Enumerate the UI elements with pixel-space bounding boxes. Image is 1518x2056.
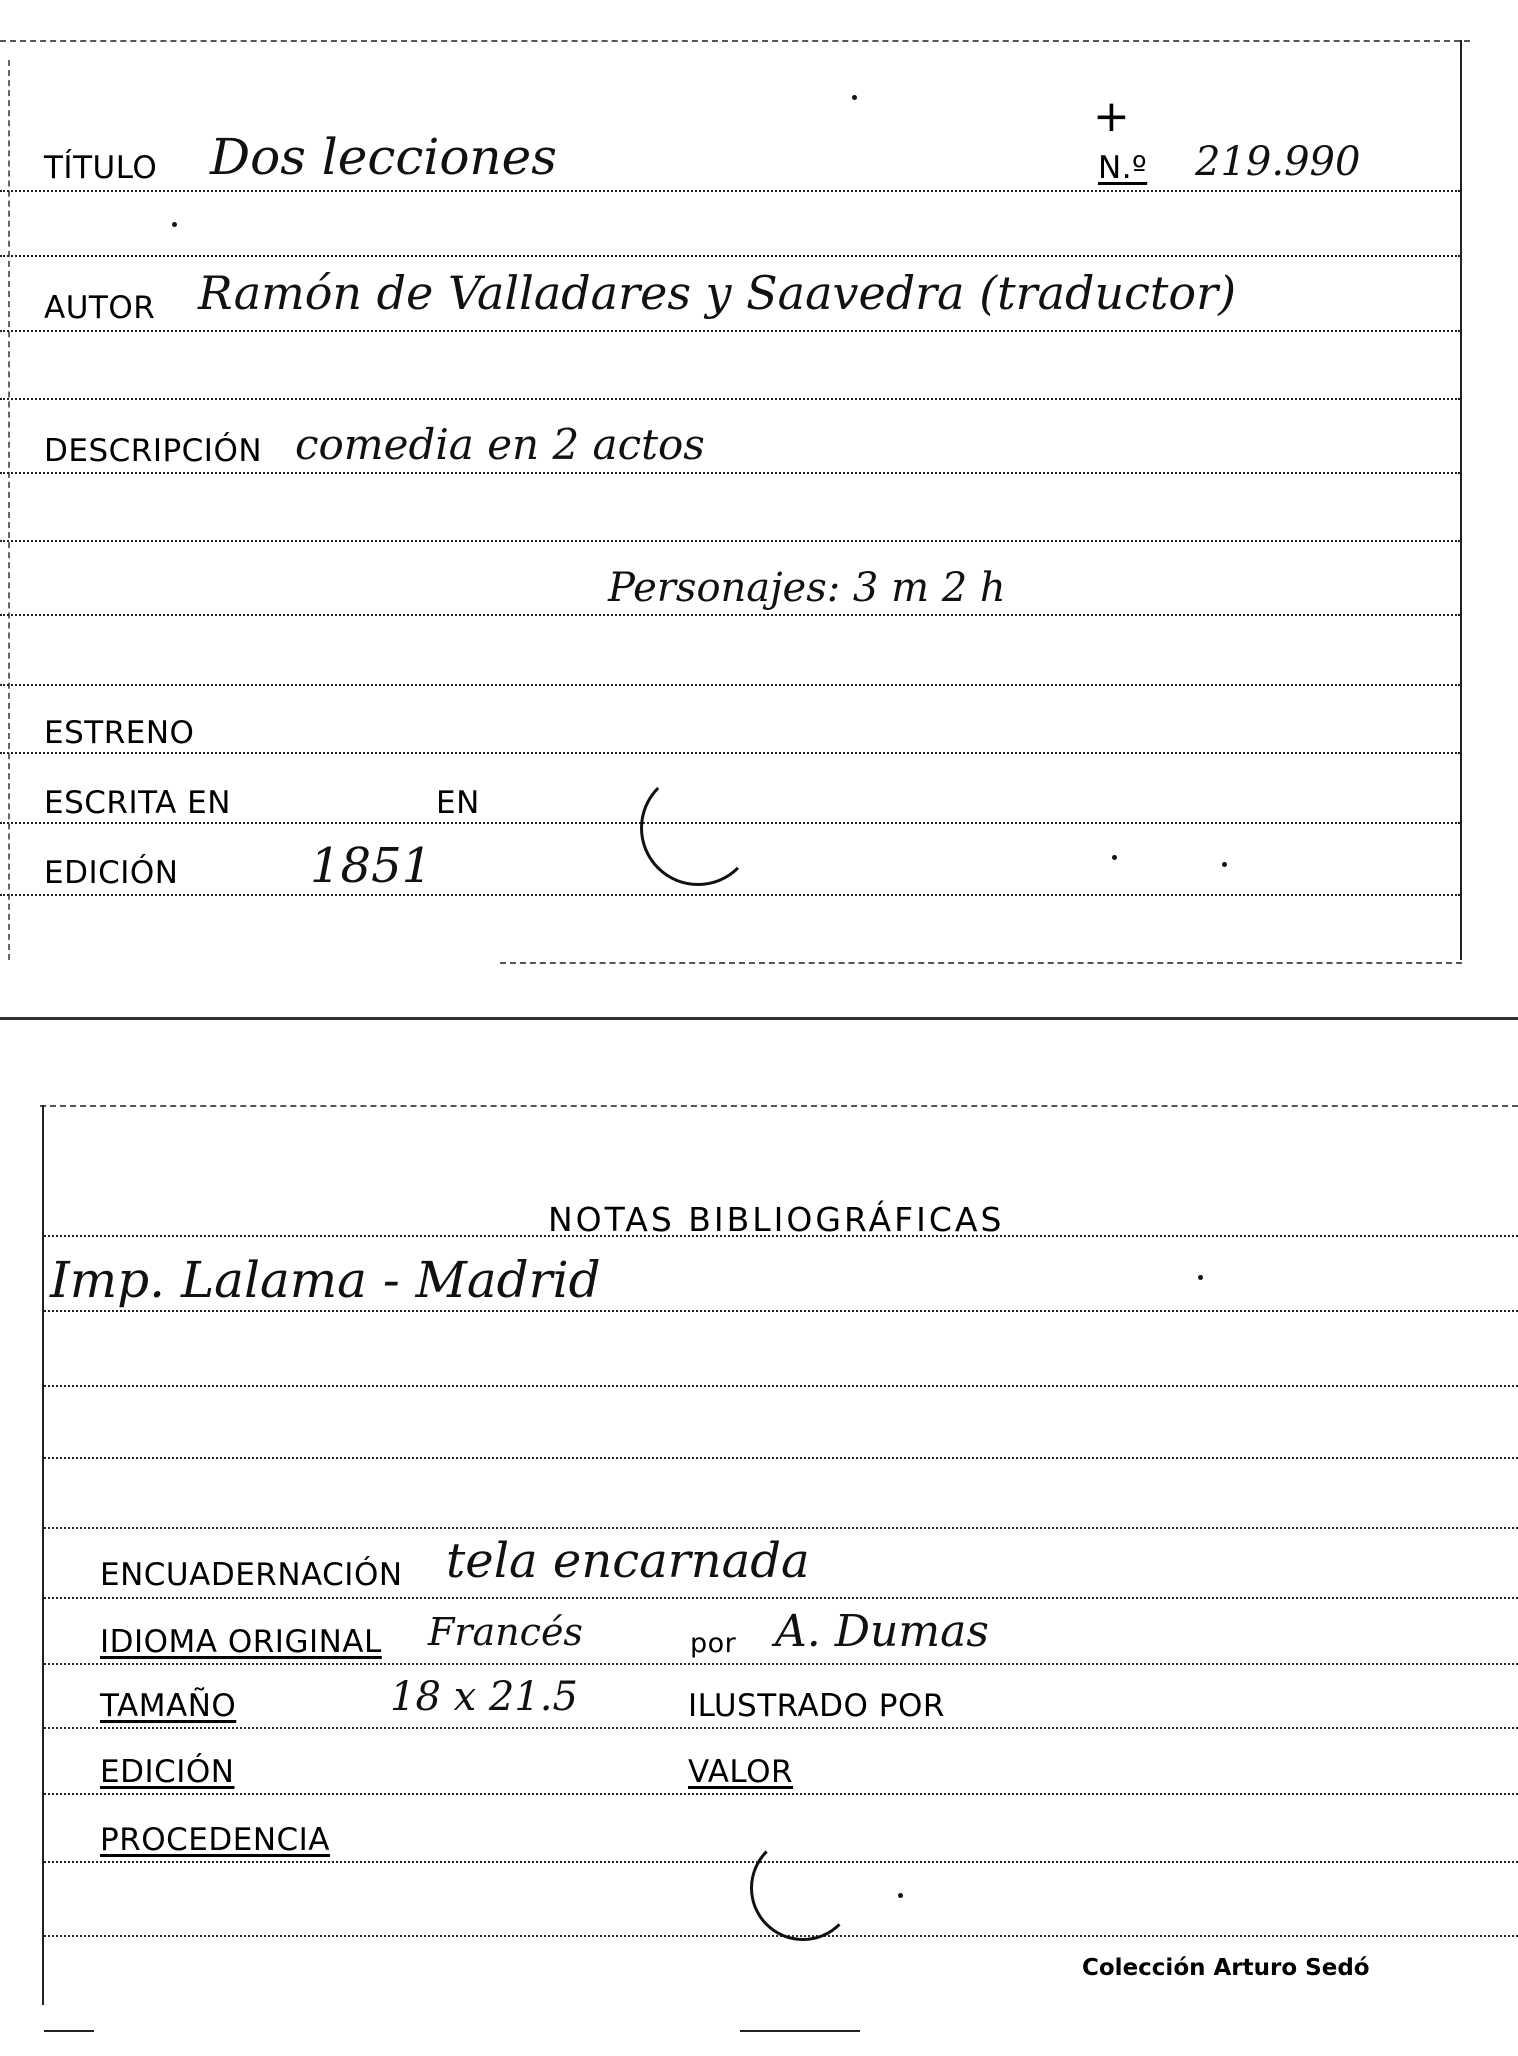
autor-value: Ramón de Valladares y Saavedra (traductor) [198,266,1237,320]
rule-edicion [44,1793,1518,1795]
rule-idioma [44,1663,1518,1665]
rule [0,255,1460,257]
rule-edicion [0,894,1460,896]
rule-personajes [0,614,1460,616]
numero-label: N.º [1098,150,1148,186]
card-divider [0,1017,1518,1020]
speck [1222,862,1227,867]
rule [44,1527,1518,1529]
rule [0,398,1460,400]
valor-label: VALOR [688,1754,794,1790]
titulo-label: TÍTULO [44,150,158,186]
por-value: A. Dumas [775,1606,989,1657]
idioma-value: Francés [428,1610,583,1654]
rule-descripcion [0,472,1460,474]
rule-estreno [0,752,1460,754]
encuadernacion-label: ENCUADERNACIÓN [100,1557,403,1593]
rule [44,1385,1518,1387]
card-left-edge [42,1105,44,2005]
card-bottom-edge [740,2030,860,2032]
punch-hole [750,1835,856,1941]
card-top-edge [0,40,1470,42]
ilustrado-label: ILUSTRADO POR [688,1688,945,1724]
edicion-value: 1851 [310,838,433,894]
speck [1112,855,1117,860]
notas-value: Imp. Lalama - Madrid [50,1251,601,1309]
card-bottom-edge [500,962,1462,964]
speck [172,222,177,227]
rule [0,684,1460,686]
descripcion-value: comedia en 2 actos [295,420,705,469]
catalog-card-back [0,1045,1518,2056]
card-top-edge [40,1105,1518,1107]
rule-encuadernacion [44,1597,1518,1599]
tamano-label: TAMAÑO [100,1688,237,1724]
idioma-label: IDIOMA ORIGINAL [100,1624,382,1660]
estreno-label: ESTRENO [44,715,195,751]
speck [1198,1275,1203,1280]
catalog-card-front [0,0,1518,980]
por-label: por [690,1628,737,1659]
cross-mark: + [1093,91,1130,142]
punch-hole [640,770,756,886]
rule [0,540,1460,542]
en-label: EN [436,785,480,821]
edicion-label: EDICIÓN [44,855,179,891]
rule-autor [0,330,1460,332]
edicion-label: EDICIÓN [100,1754,235,1790]
card-left-edge [8,60,10,960]
procedencia-label: PROCEDENCIA [100,1822,331,1858]
rule [44,1235,1518,1237]
personajes-value: Personajes: 3 m 2 h [608,565,1006,611]
collection-footer: Colección Arturo Sedó [1082,1955,1370,1981]
card-bottom-edge [44,2030,94,2032]
rule-notas [44,1310,1518,1312]
tamano-value: 18 x 21.5 [390,1674,578,1720]
descripcion-label: DESCRIPCIÓN [44,433,263,469]
titulo-value: Dos lecciones [210,128,557,186]
rule [44,1457,1518,1459]
rule-titulo [0,190,1460,192]
numero-value: 219.990 [1195,139,1361,185]
escrita-en-label: ESCRITA EN [44,785,231,821]
rule-tamano [44,1727,1518,1729]
card-right-edge [1460,40,1462,960]
speck [898,1893,903,1898]
notas-heading: NOTAS BIBLIOGRÁFICAS [548,1200,1005,1239]
speck [852,95,857,100]
encuadernacion-value: tela encarnada [446,1533,810,1589]
autor-label: AUTOR [44,290,156,326]
